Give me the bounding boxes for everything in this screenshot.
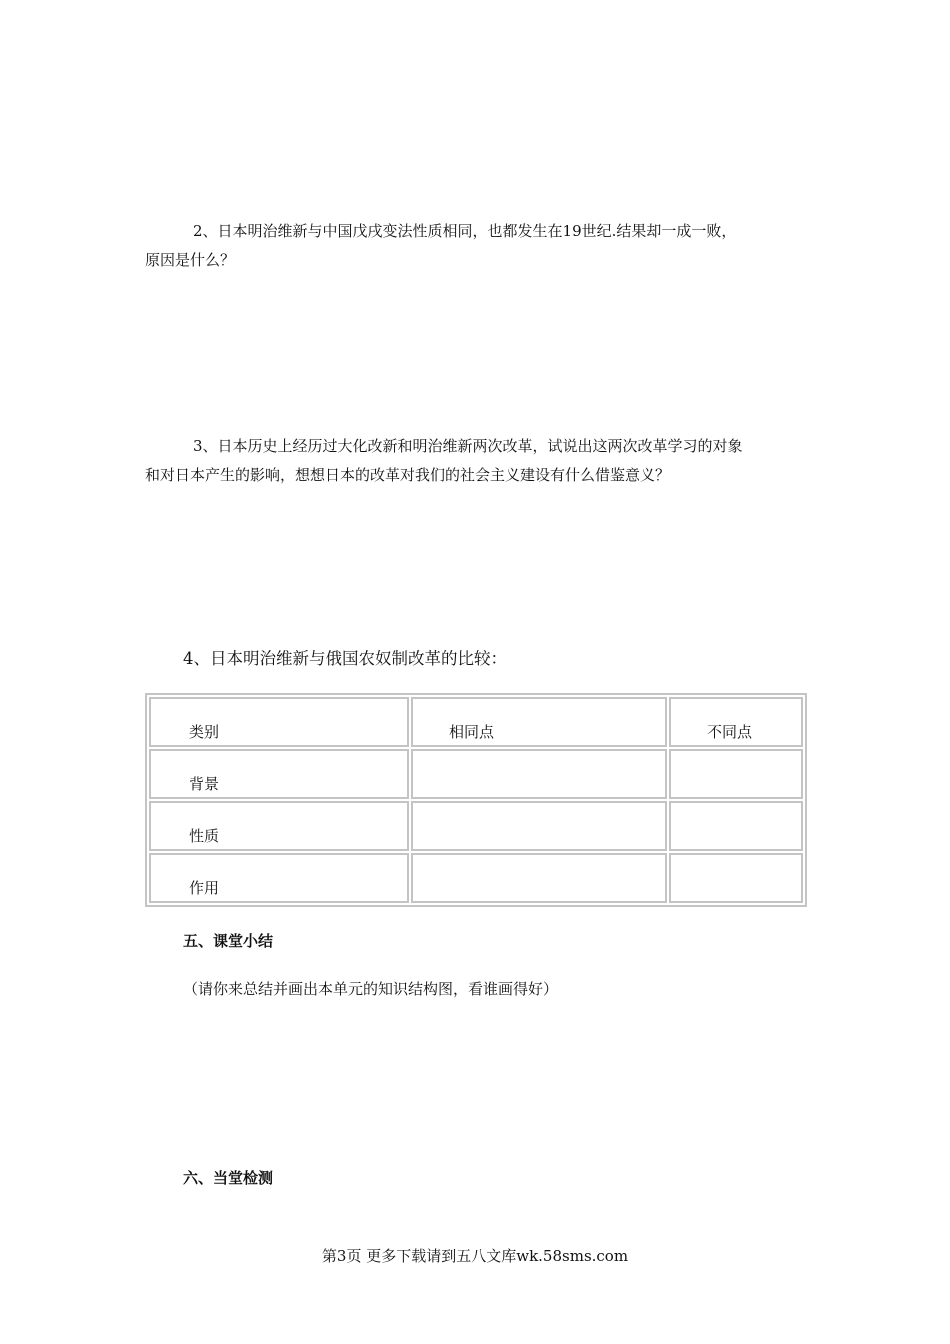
page-footer: 第3页 更多下载请到五八文库wk.58sms.com [321,1247,629,1265]
table-cell-same [411,801,667,851]
comparison-table [145,693,807,907]
table-header-category: 类别 [149,697,409,747]
section-5-note: （请你来总结并画出本单元的知识结构图，看谁画得好） [183,980,559,998]
table-cell-same [411,749,667,799]
table-cell-different [669,749,803,799]
question-2-line-1: 2、日本明治维新与中国戊戌变法性质相同，也都发生在19世纪.结果却一成一败， [193,222,737,240]
table-header-different: 不同点 [669,697,803,747]
question-4-title: 4、日本明治维新与俄国农奴制改革的比较： [183,649,507,668]
table-cell-same [411,853,667,903]
table-row [149,749,803,799]
question-2-line-2: 原因是什么？ [145,251,236,269]
question-3-line-2: 和对日本产生的影响，想想日本的改革对我们的社会主义建设有什么借鉴意义？ [145,466,671,484]
table-row [149,853,803,903]
question-3 [145,432,807,490]
question-2 [145,217,807,275]
table-cell-category: 作用 [149,853,409,903]
section-5-heading: 五、课堂小结 [183,932,274,950]
table-header-row [149,697,803,747]
table-cell-different [669,853,803,903]
table-row [149,801,803,851]
section-6-heading: 六、当堂检测 [183,1169,274,1187]
table-header-same: 相同点 [411,697,667,747]
table-cell-category: 性质 [149,801,409,851]
table-cell-category: 背景 [149,749,409,799]
question-3-line-1: 3、日本历史上经历过大化改新和明治维新两次改革，试说出这两次改革学习的对象 [193,437,743,455]
table-cell-different [669,801,803,851]
